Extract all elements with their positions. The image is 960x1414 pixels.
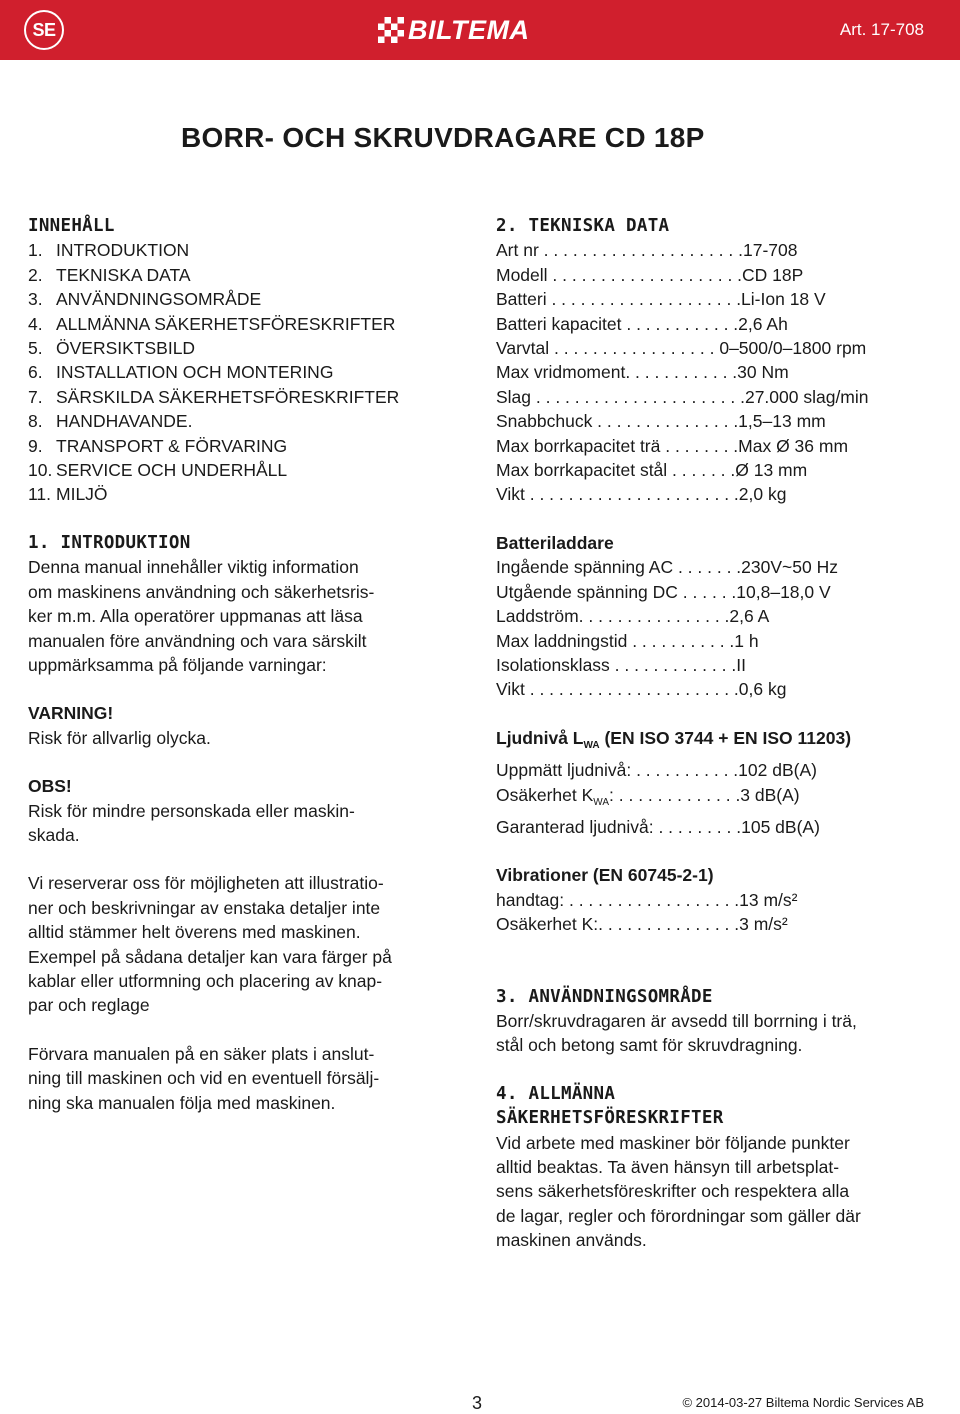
charger-spec-row: Utgående spänning DC . . . . . .10,8–18,0 V xyxy=(496,581,831,602)
intro-line: om maskinens användning och säkerhetsris- xyxy=(28,581,375,602)
article-number: Art. 17-708 xyxy=(839,20,924,39)
toc-item: 7. SÄRSKILDA SÄKERHETSFÖRESKRIFTER xyxy=(28,386,400,407)
toc-item: 8. HANDHAVANDE. xyxy=(28,411,193,432)
obs-label: OBS! xyxy=(28,776,72,797)
checkered-flag-icon xyxy=(378,17,404,43)
noise-uncertainty: Osäkerhet $K_{WA}$: . . . . . . . . . . . . .3 dB(A) xyxy=(496,784,800,808)
spec-row: Vikt . . . . . . . . . . . . . . . . . . . . . .2,0 kg xyxy=(496,484,787,505)
intro-line: Denna manual innehåller viktig information xyxy=(28,557,359,578)
intro-line: uppmärksamma på följande varningar: xyxy=(28,654,327,675)
country-code-badge: SE xyxy=(24,10,64,50)
charger-spec-row: Max laddningstid . . . . . . . . . . .1 h xyxy=(496,630,759,651)
safety-line: sens säkerhetsföreskrifter och respektera alla xyxy=(496,1181,850,1202)
page-number: 3 xyxy=(472,1393,483,1413)
safety-line: de lagar, regler och förordningar som gäller där xyxy=(496,1205,861,1226)
charger-spec-row: Laddström. . . . . . . . . . . . . . . .2,6 A xyxy=(496,606,770,627)
safety-heading-line2: SÄKERHETSFÖRESKRIFTER xyxy=(496,1108,724,1129)
charger-spec-row: Ingående spänning AC . . . . . . .230V~50 Hz xyxy=(496,557,838,578)
intro-line: manualen före användning och vara särskilt xyxy=(28,630,367,651)
toc-item: 4. ALLMÄNNA SÄKERHETSFÖRESKRIFTER xyxy=(28,313,396,334)
toc-item: 6. INSTALLATION OCH MONTERING xyxy=(28,362,334,383)
spec-row: Max borrkapacitet trä . . . . . . . .Max Ø 36 mm xyxy=(496,435,849,456)
spec-row: Max borrkapacitet stål . . . . . . .Ø 13 mm xyxy=(496,460,808,481)
safety-line: Vid arbete med maskiner bör följande punkter xyxy=(496,1132,850,1153)
charger-heading: Batteriladdare xyxy=(496,532,614,553)
tech-heading: 2. TEKNISKA DATA xyxy=(496,216,670,236)
charger-spec-row: Isolationsklass . . . . . . . . . . . . .II xyxy=(496,654,746,675)
right-column xyxy=(496,214,936,1253)
toc-heading: INNEHÅLL xyxy=(28,216,115,236)
spec-row: Max vridmoment. . . . . . . . . . . .30 Nm xyxy=(496,362,789,383)
intro-line: ker m.m. Alla operatörer uppmanas att läsa xyxy=(28,606,363,627)
toc-item: 2. TEKNISKA DATA xyxy=(28,264,191,285)
store-line: ning ska manualen följa med maskinen. xyxy=(28,1092,336,1113)
safety-line: alltid beaktas. Ta även hänsyn till arbetsplat- xyxy=(496,1157,840,1177)
noise-heading: Ljudnivå $L_{WA}$ (EN ISO 3744 + EN ISO 11203) xyxy=(496,727,852,751)
usage-heading: 3. ANVÄNDNINGSOMRÅDE xyxy=(496,986,713,1007)
toc-item: 3. ANVÄNDNINGSOMRÅDE xyxy=(28,289,262,310)
vibration-uncertainty: Osäkerhet K:. . . . . . . . . . . . . . .3 m/s² xyxy=(496,914,788,935)
toc-item: 11. MILJÖ xyxy=(28,484,108,505)
spec-row: Snabbchuck . . . . . . . . . . . . . . .1,5–13 mm xyxy=(496,411,826,432)
reserve-line: par och reglage xyxy=(28,995,150,1016)
store-line: Förvara manualen på en säker plats i anslut- xyxy=(28,1043,375,1064)
page-title: BORR- OCH SKRUVDRAGARE CD 18P xyxy=(181,122,705,153)
usage-line: stål och betong samt för skruvdragning. xyxy=(496,1035,803,1056)
toc-list xyxy=(28,238,464,506)
brand-name: BILTEMA xyxy=(408,15,530,45)
brand-logo xyxy=(378,15,529,45)
store-line: ning till maskinen och vid en eventuell försälj- xyxy=(28,1068,380,1089)
toc-item: 10. SERVICE OCH UNDERHÅLL xyxy=(28,460,288,481)
noise-measured: Uppmätt ljudnivå: . . . . . . . . . . .102 dB(A) xyxy=(496,760,817,781)
reserve-line: Vi reserverar oss för möjligheten att illustratio- xyxy=(28,873,384,894)
intro-heading: 1. INTRODUKTION xyxy=(28,532,191,553)
warning-text: Risk för allvarlig olycka. xyxy=(28,727,211,748)
left-column xyxy=(28,214,464,1115)
copyright-notice: © 2014-03-27 Biltema Nordic Services AB xyxy=(682,1395,924,1410)
spec-row: Batteri kapacitet . . . . . . . . . . . .2,6 Ah xyxy=(496,313,788,334)
spec-row: Art nr . . . . . . . . . . . . . . . . . . . . .17-708 xyxy=(496,240,798,261)
charger-spec-row: Vikt . . . . . . . . . . . . . . . . . . . . . .0,6 kg xyxy=(496,679,787,700)
vibration-handle: handtag: . . . . . . . . . . . . . . . . . .13 m/s² xyxy=(496,889,798,910)
warning-label: VARNING! xyxy=(28,703,114,724)
toc-item: 1. INTRODUKTION xyxy=(28,240,190,261)
spec-row: Varvtal . . . . . . . . . . . . . . . . . 0–500/0–1800 rpm xyxy=(496,338,867,359)
reserve-line: kablar eller utformning och placering av knap- xyxy=(28,970,383,991)
obs-line: skada. xyxy=(28,824,80,845)
noise-guaranteed: Garanterad ljudnivå: . . . . . . . . .105 dB(A) xyxy=(496,816,820,837)
reserve-line: alltid stämmer helt överens med maskinen. xyxy=(28,922,361,943)
reserve-line: ner och beskrivningar av enstaka detaljer inte xyxy=(28,897,381,918)
safety-line: maskinen används. xyxy=(496,1230,647,1251)
header-bar xyxy=(0,0,960,60)
obs-line: Risk för mindre personskada eller maskin- xyxy=(28,800,355,821)
spec-row: Batteri . . . . . . . . . . . . . . . . . . . .Li-Ion 18 V xyxy=(496,289,826,310)
safety-heading-line1: 4. ALLMÄNNA xyxy=(496,1083,616,1104)
vibration-heading: Vibrationer (EN 60745-2-1) xyxy=(496,865,714,886)
toc-item: 5. ÖVERSIKTSBILD xyxy=(28,338,196,359)
usage-line: Borr/skruvdragaren är avsedd till borrning i trä, xyxy=(496,1010,857,1031)
spec-row: Modell . . . . . . . . . . . . . . . . . . . .CD 18P xyxy=(496,264,804,285)
spec-row: Slag . . . . . . . . . . . . . . . . . . . . . .27.000 slag/min xyxy=(496,386,869,407)
reserve-line: Exempel på sådana detaljer kan vara färger på xyxy=(28,946,392,967)
toc-item: 9. TRANSPORT & FÖRVARING xyxy=(28,435,288,456)
